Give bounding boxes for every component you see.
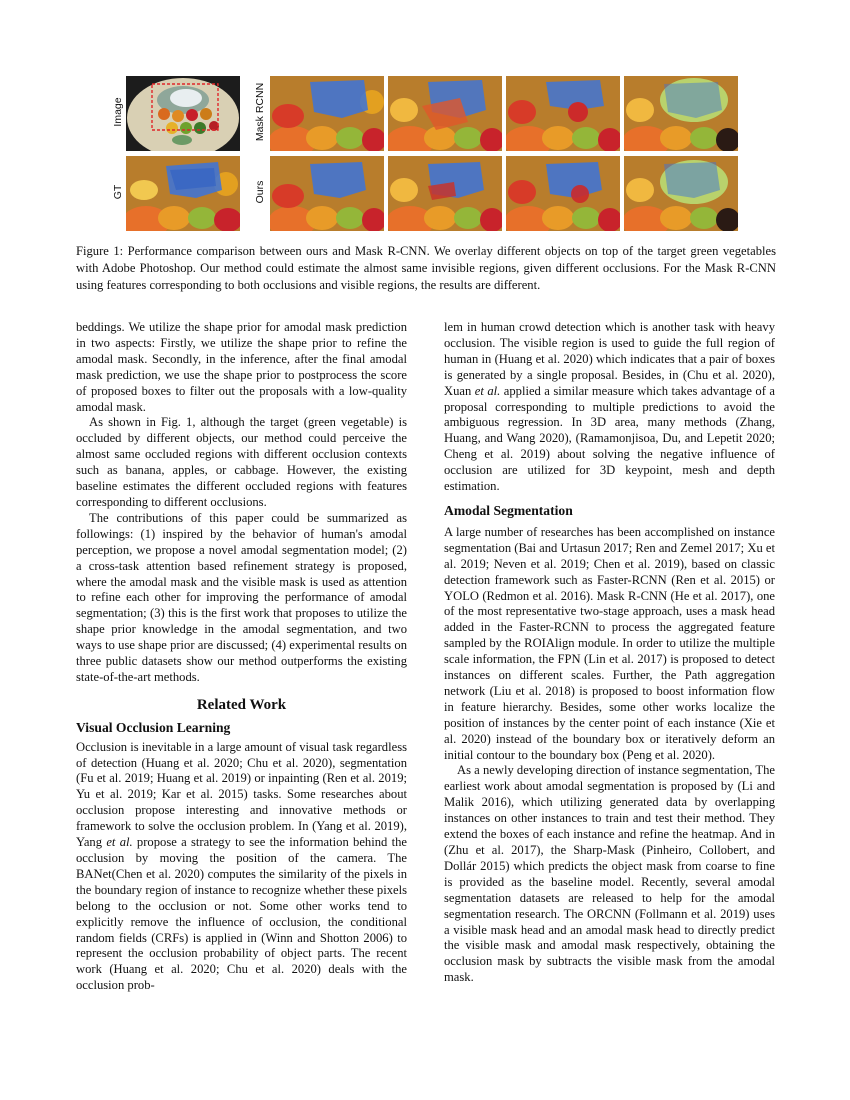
mask-rcnn-result-3 xyxy=(506,76,620,151)
subsection-title-amodal-segmentation: Amodal Segmentation xyxy=(444,502,573,518)
ours-result-2 xyxy=(388,156,502,231)
ours-result-3 xyxy=(506,156,620,231)
italic-text: et al. xyxy=(474,383,501,398)
text-run: lem in human crowd detection which is another task with heavy occlusion. The visible region is used to guide the full region of human in (Huang et al. 2020) which indicates that a pair of boxes is generated by a single proposal. Besides, in (Chu et al. 2020), Xuan xyxy=(444,320,775,398)
paragraph xyxy=(76,740,407,995)
ground-truth-thumbnail xyxy=(126,156,240,231)
subsection-title-visual-occlusion: Visual Occlusion Learning xyxy=(76,719,231,735)
paragraph: As shown in Fig. 1, although the target (green vegetable) is occluded by different objects, our method could perceive the almost same occluded regions with different occlusion contexts such as banana, apples, or cabbage. However, the existing baseline estimates the different occluded regions with features corresponding to different occlusions. xyxy=(76,415,407,509)
paragraph: beddings. We utilize the shape prior for amodal mask prediction in two aspects: Firstly, we utilize the shape prior to refine the amodal mask. Secondly, in the inference, after the final amodal mask prediction, we use the shape prior to postprocess the score of proposed boxes to filter out the proposals with a low-quality amodal mask. xyxy=(76,320,407,414)
ours-result-4 xyxy=(624,156,738,231)
original-image-thumbnail xyxy=(126,76,240,151)
text-run: propose a strategy to see the information behind the occlusion by moving the position of the camera. The BANet(Chen et al. 2020) computes the similarity of the pixels in the boundary region of instance to recognize whether these pixels belong to the occlusion or not. Some other works tend to explicitly remove the influence of occlusion, the conditional random fields (CRFs) is applied in (Winn and Shotton 2006) to represent the occlusion probability of object parts. The recent work (Huang et al. 2020; Chu et al. 2020) deals with the occlusion prob- xyxy=(76,835,407,993)
text-run: Occlusion is inevitable in a large amount of visual task regardless of detection (Huang et al. 2020; Chu et al. 2020), segmentation (Fu et al. 2019; Huang et al. 2019) or inpainting (Ren et al. 2019; Yu et al. 2019; Kar et al. 2015) tasks. Some researches about occlusion propose interesting and innovative methods or framework to solve the occlusion problem. In (Yang et al. 2019), Yang xyxy=(76,739,407,850)
row-label-gt: GT xyxy=(112,184,124,200)
paragraph: As a newly developing direction of instance segmentation, The earliest work about amodal segmentation is proposed by (Li and Malik 2016), which utilizing generated data by overlapping instances on other instances to train and test their method. They extend the boxes of each instance and refine the heatmap. And in (Zhu et al. 2017), the Sharp-Mask (Pinheiro, Collobert, and Dollár 2015) which predicts the object mask from coarse to fine is provided as the baseline model. Recently, several amodal segmentation datasets are released to help for the amodal segmentation research. The ORCNN (Follmann et al. 2019) uses a visible mask head and an amodal mask head to directly predict the visible mask and amodal mask respectively, obtaining the occlusion mask by subtracts the visible mask from the amodal mask. xyxy=(444,763,775,985)
mask-rcnn-result-1 xyxy=(270,76,384,151)
ours-result-1 xyxy=(270,156,384,231)
text-run: applied a similar measure which takes advantage of a proposal corresponding to multiple predictions to avoid the ambiguous regression. In 3D area, many methods (Zhang, Huang, and Wang 2020), (Ramamonjisoa, Du, and Lepetit 2020; Cheng et al. 2019) about solving the negative influence of occlusion are utilized for 3D keypoint, mesh and depth estimation. xyxy=(444,383,775,494)
paragraph xyxy=(444,320,775,495)
paragraph: A large number of researches has been accomplished on instance segmentation (Bai and Urtasun 2017; Ren and Zemel 2017; Xu et al. 2019; Neven et al. 2019; Chen et al. 2019), based on classic detection framework such as Faster-RCNN (Ren et al. 2015) or YOLO (Redmon et al. 2016). Mask R-CNN (He et al. 2017), one of the most representative two-stage approach, uses a mask head added in the Faster-RCNN to process the aggregated feature sampled by the ROIAlign module. In order to utilize the multiple scale information, the FPN (Lin et al. 2017) is proposed to detect instances on different scales. Further, the Path aggregation network (Liu et al. 2018) is proposed to boost information flow in feature hierarchy. Besides, some other works localize the position of instances by the center point of each instance (Xie et al. 2020) instead of the boundary box or iteratively deform an initial contour to the boundary box (Peng et al. 2020). xyxy=(444,524,775,762)
mask-rcnn-result-2 xyxy=(388,76,502,151)
row-label-mask-rcnn: Mask RCNN xyxy=(254,82,266,142)
row-label-ours: Ours xyxy=(254,180,266,204)
row-label-image: Image xyxy=(112,97,124,127)
mask-rcnn-result-4 xyxy=(624,76,738,151)
section-title-related-work: Related Work xyxy=(196,696,287,713)
figure-caption: Figure 1: Performance comparison between ours and Mask R-CNN. We overlay different objects on top of the target green vegetables with Adobe Photoshop. Our method could estimate the almost same invisible regions, given different occlusions. For the Mask R-CNN using features corresponding to both occlusions and visible regions, the results are different. xyxy=(76,244,776,292)
right-column xyxy=(444,320,775,986)
paragraph: The contributions of this paper could be summarized as followings: (1) inspired by the behavior of human's amodal perception, we propose a novel amodal segmentation model; (2) a cross-task attention based refinement strategy is proposed, where the amodal mask and the visible mask is used as attention to refine each other for improving the performance of amodal segmentation; (3) this is the first work that proposes to utilize the shape prior knowledge in the amodal segmentation, and two ways to use shape prior are discussed; (4) experimental results on three public datasets show our method outperforms the existing state-of-the-art methods. xyxy=(76,510,407,684)
italic-text: et al. xyxy=(106,835,133,850)
left-column xyxy=(76,320,407,994)
